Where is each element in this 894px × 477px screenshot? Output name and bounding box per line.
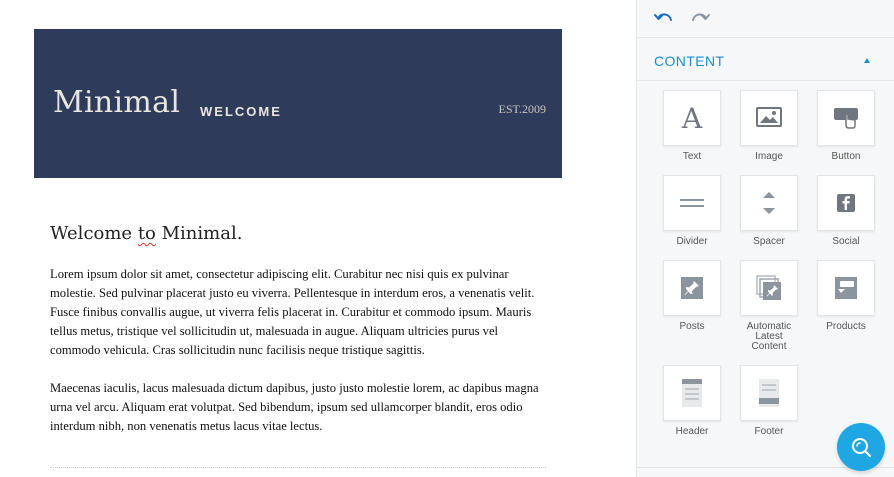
block-label: Divider [676, 236, 708, 247]
block-tile[interactable] [663, 175, 721, 231]
hero-tagline: WELCOME [200, 104, 282, 119]
block-social[interactable] [817, 175, 875, 247]
block-tile[interactable] [740, 365, 798, 421]
header-icon [681, 378, 703, 408]
block-label: Header [675, 426, 709, 437]
block-header[interactable] [663, 365, 721, 437]
button-icon [832, 106, 860, 130]
misspelled-word: to [137, 223, 156, 244]
block-tile[interactable] [817, 260, 875, 316]
spacer-icon [760, 189, 778, 217]
block-products[interactable] [817, 260, 875, 332]
block-tile[interactable] [740, 90, 798, 146]
block-divider[interactable] [663, 175, 721, 247]
social-icon [836, 193, 856, 213]
block-label: Spacer [753, 236, 785, 247]
block-label: Social [832, 236, 860, 247]
article-heading[interactable] [50, 223, 242, 244]
content-divider [50, 467, 546, 468]
article-paragraph-1[interactable]: Lorem ipsum dolor sit amet, consectetur adipiscing elit. Curabitur nec nisi quis ex pulvinar molestie. Sed pulvinar placerat justo eu viverra. Pellentesque in interdum eros, a venenatis velit. Fusce finibus convallis augue, ut viverra felis placerat in. Curabitur et commodo ipsum. Mauris tellus metus, tristique vel sollicitudin ut, malesuada in augue. Aliquam ultricies purus vel commodo vehicula. Cras sollicitudin nunc facilisis neque tristique sagittis. [50, 267, 535, 357]
content-section-header[interactable] [637, 38, 894, 81]
collapse-arrow-icon[interactable] [864, 58, 870, 63]
block-automatic-latest-content[interactable] [740, 260, 798, 352]
products-icon [833, 275, 859, 301]
automatic-latest-content-icon [755, 274, 783, 302]
redo-icon[interactable] [689, 8, 711, 30]
search-icon [850, 436, 872, 458]
blocks-panel [636, 0, 894, 477]
svg-text:A: A [681, 104, 703, 132]
search-button[interactable] [837, 423, 885, 471]
article-paragraph-2[interactable]: Maecenas iaculis, lacus malesuada dictum dapibus, justo justo molestie lorem, ac dapibus magna urna vel arcu. Aliquam erat volutpat. Sed bibendum, ipsum sed ullamcorper blandit, eros odio interdum nibh, non venenatis metus lacus vitae lectus. [50, 381, 539, 433]
block-label: Products [826, 321, 866, 332]
block-tile[interactable] [740, 260, 798, 316]
block-tile[interactable] [663, 365, 721, 421]
posts-icon [679, 275, 705, 301]
hero-logo: Minimal [53, 85, 181, 120]
hero-banner[interactable] [34, 29, 562, 178]
block-text[interactable] [663, 90, 721, 162]
hero-established: EST.2009 [498, 102, 546, 116]
divider-icon [678, 196, 706, 210]
block-label: Text [682, 151, 702, 162]
block-spacer[interactable] [740, 175, 798, 247]
text-icon [677, 104, 707, 132]
heading-part: Minimal. [155, 223, 243, 244]
section-title: CONTENT [654, 53, 725, 69]
block-label: Footer [754, 426, 784, 437]
block-label: Button [831, 151, 861, 162]
undo-icon[interactable] [653, 8, 675, 30]
image-icon [756, 107, 782, 129]
block-tile[interactable] [663, 90, 721, 146]
block-tile[interactable] [663, 260, 721, 316]
block-footer[interactable] [740, 365, 798, 437]
block-tile[interactable] [817, 90, 875, 146]
block-tile[interactable] [817, 175, 875, 231]
block-button[interactable] [817, 90, 875, 162]
block-posts[interactable] [663, 260, 721, 332]
history-toolbar [637, 0, 894, 38]
heading-part: Welcome [50, 223, 138, 244]
block-tile[interactable] [740, 175, 798, 231]
block-label: Image [755, 151, 783, 162]
footer-icon [758, 378, 780, 408]
block-label: Automatic Latest Content [746, 321, 792, 352]
block-label: Posts [679, 321, 705, 332]
block-image[interactable] [740, 90, 798, 162]
